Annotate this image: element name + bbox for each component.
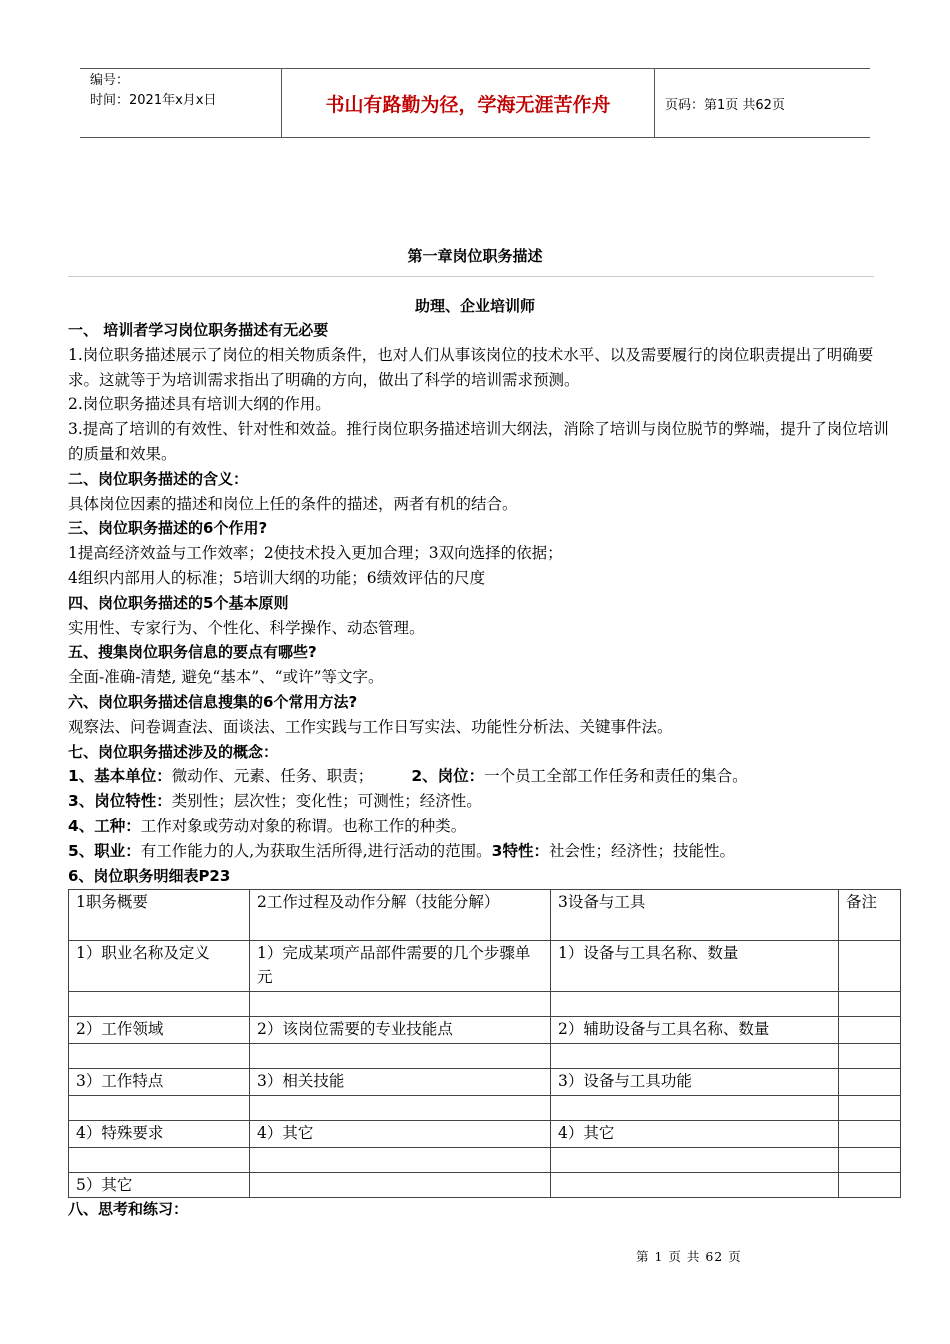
- table-cell: [839, 1173, 901, 1198]
- concept-text: 类别性；层次性；变化性；可测性；经济性。: [171, 792, 482, 811]
- concept-line: [68, 789, 894, 814]
- table-cell: [69, 1096, 250, 1121]
- table-row: [69, 1148, 901, 1173]
- page-header: [80, 68, 870, 138]
- table-cell: [839, 1148, 901, 1173]
- page-footer: 第 1 页 共 62 页: [636, 1249, 742, 1264]
- paragraph: 1.岗位职务描述展示了岗位的相关物质条件，也对人们从事该岗位的技术水平、以及需要履行的岗位职责提出了明确要求。这就等于为培训需求指出了明确的方向，做出了科学的培训需求预测。: [68, 345, 874, 389]
- table-header-cell: 2工作过程及动作分解（技能分解）: [250, 890, 551, 941]
- table-cell: [69, 992, 250, 1017]
- header-page-info: 页码：第1页 共62页: [665, 97, 785, 113]
- table-header-cell: 1职务概要: [69, 890, 250, 941]
- table-cell: [839, 1069, 901, 1096]
- chapter-title: 第一章岗位职务描述: [407, 247, 543, 265]
- table-cell: 3）相关技能: [250, 1069, 551, 1096]
- subtitle: 助理、企业培训师: [414, 297, 535, 315]
- section-heading: 七、岗位职务描述涉及的概念：: [68, 742, 279, 761]
- table-cell: 1）职业名称及定义: [69, 941, 250, 992]
- section-heading: 四、岗位职务描述的5个基本原则: [68, 593, 289, 612]
- table-row: [69, 1069, 901, 1096]
- table-row: [69, 1044, 901, 1069]
- number-label: 编号：: [90, 73, 130, 88]
- table-cell: 2）辅助设备与工具名称、数量: [551, 1017, 839, 1044]
- table-cell: 4）其它: [250, 1121, 551, 1148]
- table-row: [69, 1096, 901, 1121]
- paragraph: 观察法、问卷调查法、面谈法、工作实践与工作日写实法、功能性分析法、关键事件法。: [68, 717, 673, 736]
- concept-text: 一个员工全部工作任务和责任的集合。: [484, 767, 748, 786]
- concept-label: 1、基本单位：: [68, 767, 172, 786]
- concept-line: [68, 764, 894, 789]
- concept-label: 3特性：: [491, 841, 549, 860]
- table-cell: 4）特殊要求: [69, 1121, 250, 1148]
- table-caption: 6、岗位职务明细表P23: [68, 866, 231, 885]
- section-heading: 一、 培训者学习岗位职务描述有无必要: [68, 321, 329, 339]
- table-cell: [69, 1148, 250, 1173]
- concept-text: 社会性；经济性；技能性。: [548, 841, 735, 860]
- table-header-cell: 3设备与工具: [551, 890, 839, 941]
- concept-text: 工作对象或劳动对象的称谓。也称工作的种类。: [140, 816, 467, 835]
- paragraph: 1提高经济效益与工作效率；2使技术投入更加合理；3双向选择的依据；: [68, 544, 563, 563]
- table-row: [69, 1121, 901, 1148]
- concept-text: 有工作能力的人,为获取生活所得,进行活动的范围。: [140, 841, 492, 860]
- table-cell: [250, 1096, 551, 1121]
- table-row: [69, 941, 901, 992]
- table-header-row: [69, 890, 901, 941]
- table-cell: [551, 1044, 839, 1069]
- table-cell: [551, 1173, 839, 1198]
- table-cell: [839, 1017, 901, 1044]
- section-heading: 三、岗位职务描述的6个作用?: [68, 519, 268, 538]
- table-cell: [839, 1044, 901, 1069]
- concept-label: 4、工种：: [68, 816, 141, 835]
- table-header-cell: 备注: [839, 890, 901, 941]
- paragraph: 4组织内部用人的标准；5培训大纲的功能；6绩效评估的尺度: [68, 568, 486, 587]
- header-meta: [80, 69, 282, 137]
- section-heading: 二、岗位职务描述的含义：: [68, 469, 249, 488]
- table-cell: 3）设备与工具功能: [551, 1069, 839, 1096]
- table-cell: 2）工作领域: [69, 1017, 250, 1044]
- concept-label: 2、岗位：: [411, 767, 485, 786]
- table-cell: [250, 992, 551, 1017]
- concept-label: 5、职业：: [68, 841, 141, 860]
- table-cell: [839, 941, 901, 992]
- divider: [68, 276, 874, 277]
- table-cell: 1）设备与工具名称、数量: [551, 941, 839, 992]
- section-heading: 八、思考和练习：: [68, 1200, 189, 1218]
- table-cell: [839, 1121, 901, 1148]
- table-cell: [250, 1173, 551, 1198]
- table-cell: [839, 992, 901, 1017]
- paragraph: 3.提高了培训的有效性、针对性和效益。推行岗位职务描述培训大纲法，消除了培训与岗位脱节的弊端，提升了岗位培训的质量和效果。: [68, 420, 889, 463]
- concept-line: [68, 839, 894, 864]
- table-cell: [551, 992, 839, 1017]
- time-label: 时间：2021年x月x日: [90, 93, 217, 108]
- paragraph: 全面-准确-清楚, 避免“基本”、“或许”等文字。: [68, 668, 384, 687]
- paragraph: 2.岗位职务描述具有培训大纲的作用。: [68, 395, 331, 414]
- table-cell: [250, 1044, 551, 1069]
- concept-text: 微动作、元素、任务、职责；: [171, 767, 374, 786]
- table-cell: 1）完成某项产品部件需要的几个步骤单元: [250, 941, 551, 992]
- job-detail-table: [68, 889, 901, 1198]
- table-row: [69, 992, 901, 1017]
- table-row: [69, 1017, 901, 1044]
- table-cell: 3）工作特点: [69, 1069, 250, 1096]
- table-cell: [839, 1096, 901, 1121]
- concept-line: [68, 814, 894, 839]
- section-heading: 五、搜集岗位职务信息的要点有哪些?: [68, 643, 317, 662]
- table-cell: 4）其它: [551, 1121, 839, 1148]
- table-cell: [69, 1044, 250, 1069]
- table-row: [69, 1173, 901, 1198]
- paragraph: 实用性、专家行为、个性化、科学操作、动态管理。: [68, 618, 425, 637]
- table-cell: 2）该岗位需要的专业技能点: [250, 1017, 551, 1044]
- header-motto: 书山有路勤为径，学海无涯苦作舟: [282, 69, 655, 137]
- table-cell: [250, 1148, 551, 1173]
- table-cell: [551, 1096, 839, 1121]
- paragraph: 具体岗位因素的描述和岗位上任的条件的描述，两者有机的结合。: [68, 494, 518, 513]
- table-cell: [551, 1148, 839, 1173]
- concept-label: 3、岗位特性：: [68, 792, 172, 811]
- document-body: [68, 318, 894, 888]
- section-heading: 六、岗位职务描述信息搜集的6个常用方法?: [68, 692, 358, 711]
- table-cell: 5）其它: [69, 1173, 250, 1198]
